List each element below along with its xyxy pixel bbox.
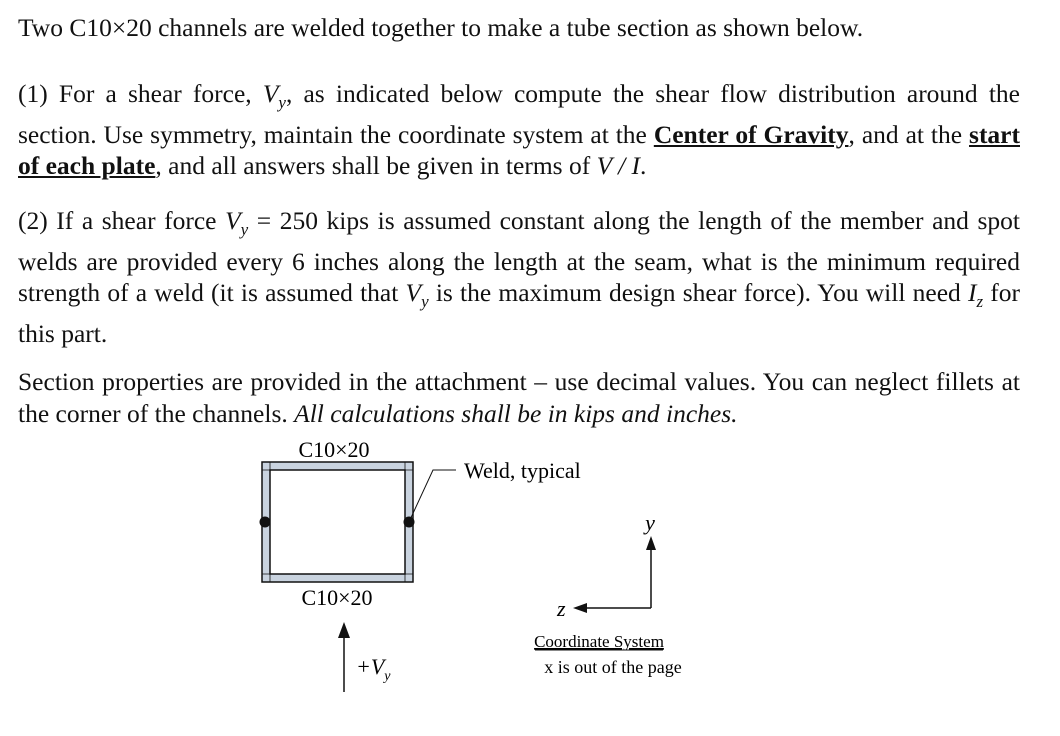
start-of-plate-term: start of each plate (18, 119, 1020, 181)
part1-sub: y (278, 93, 286, 113)
part2-var: V (225, 206, 241, 235)
coordinate-system-title: Coordinate System (534, 632, 664, 651)
top-channel-label: C10×20 (298, 437, 370, 462)
part2-text-a: (2) If a shear force (18, 206, 226, 235)
part2-text-c: is the maximum design shear force). You will need (428, 278, 968, 308)
part2-sub-2: y (421, 292, 429, 312)
part2-text-d: for this part. (18, 278, 1021, 348)
intro-text: Two C10×20 channels are welded together to make a tube section as shown below. (18, 13, 864, 42)
part2-text-b: = 250 kips is assumed constant along the length of the member and spot welds are provided every 6 inches along the length at the seam, what is the minimum required strength of a weld (it is assumed that (18, 206, 1020, 308)
part1-text-d: , and all answers shall be given in terms of (155, 151, 597, 181)
tube-interior (270, 470, 405, 574)
center-of-gravity-term: Center of Gravity (653, 119, 849, 149)
iz-var: I (967, 278, 977, 308)
y-axis-arrowhead (646, 536, 656, 550)
v-over-i: V / I (596, 151, 641, 181)
part2-var-2: V (405, 278, 422, 308)
z-axis-arrowhead (573, 603, 587, 613)
part1-var: V (262, 79, 279, 108)
weld-typical-label: Weld, typical (464, 458, 581, 483)
shear-force-arrowhead (338, 622, 350, 638)
part1-text-e: . (640, 151, 647, 181)
bottom-channel-label: C10×20 (301, 585, 373, 610)
iz-sub: z (976, 292, 984, 312)
y-axis-label: y (645, 510, 655, 535)
shear-force-label: $+V_y$ (356, 654, 391, 684)
left-weld-dot (260, 517, 271, 528)
coordinate-note: x is out of the page (544, 657, 682, 677)
part1-text-c: , and at the (848, 119, 970, 149)
part2-sub: y (240, 220, 249, 240)
part1-text-a: (1) For a shear force, (18, 79, 263, 108)
part1-text-b: , as indicated below compute the shear flow distribution around the section. Use symmetry, maintain the coordinate system at the (18, 79, 1020, 149)
units-note: All calculations shall be in kips and inches. (294, 398, 738, 428)
section-props-text: Section properties are provided in the attachment – use decimal values. You can neglect fillets at the corner of the channels. (18, 367, 1020, 428)
weld-leader-line (409, 470, 456, 522)
z-axis-label: z (557, 596, 566, 621)
